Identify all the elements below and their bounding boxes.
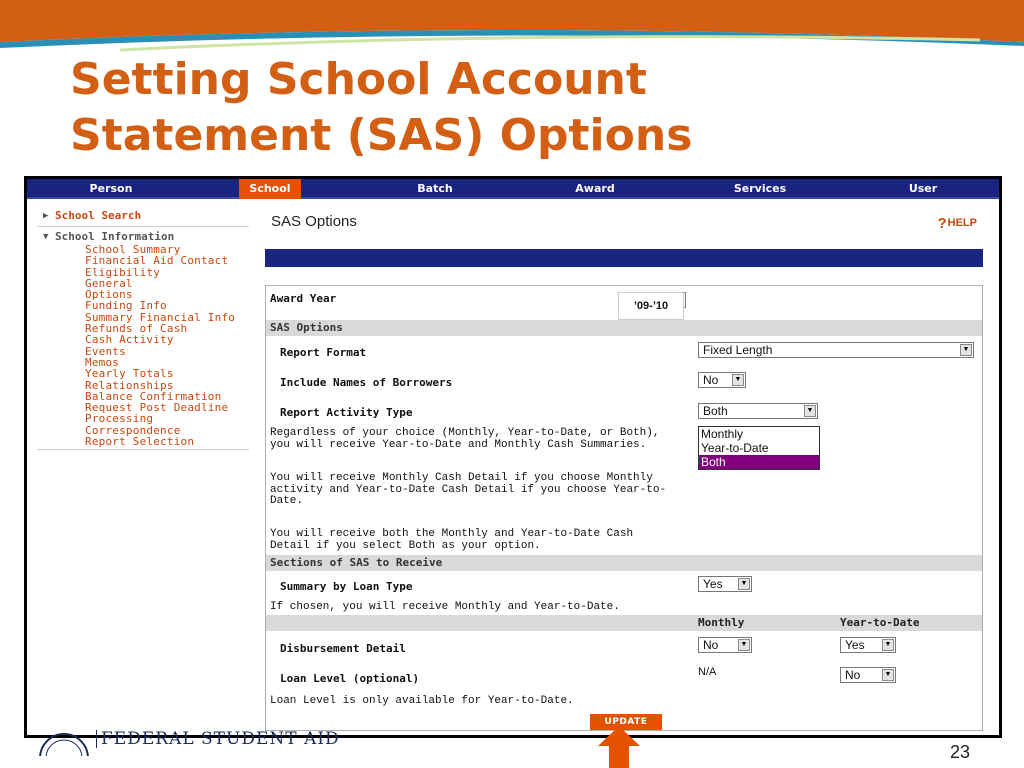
activity-note-2-line-1: You will receive Monthly Cash Detail if you choose Monthly	[270, 472, 653, 484]
activity-note-1-line-2: you will receive Year-to-Date and Monthly Cash Summaries.	[270, 438, 647, 451]
sidebar-item-cash-activity[interactable]: Cash Activity	[85, 333, 174, 347]
screenshot-frame	[24, 176, 1002, 738]
chevron-down-icon: ▼	[804, 405, 816, 417]
include-names-label: Include Names of Borrowers	[280, 376, 453, 389]
triangle-right-icon: ▶	[43, 211, 49, 221]
federal-seal-icon	[36, 728, 92, 756]
sidebar-item-relationships[interactable]: Relationships	[85, 378, 174, 392]
header-bar	[265, 249, 983, 267]
report-activity-option-monthly[interactable]: Monthly	[701, 427, 744, 441]
sidebar-item-refunds-of-cash[interactable]: Refunds of Cash	[85, 322, 188, 336]
chevron-down-icon: ▼	[738, 578, 750, 590]
nav-school[interactable]: School	[239, 179, 301, 199]
chevron-down-icon: ▼	[960, 344, 972, 356]
report-activity-label: Report Activity Type	[280, 406, 413, 419]
sas-options-section	[266, 320, 982, 336]
nav-batch[interactable]: Batch	[417, 182, 453, 195]
triangle-down-icon: ▼	[43, 232, 49, 242]
top-navigation	[27, 179, 999, 199]
disbursement-monthly-value: No	[703, 638, 719, 652]
loan-level-note: Loan Level is only available for Year-to-Date.	[270, 695, 574, 707]
page-heading: SAS Options	[271, 213, 357, 230]
summary-note: If chosen, you will receive Monthly and Year-to-Date.	[270, 601, 620, 613]
activity-note-3	[270, 529, 694, 552]
disbursement-ytd-select[interactable]	[840, 637, 896, 653]
report-activity-value: Both	[703, 404, 728, 418]
include-names-value: No	[703, 373, 719, 387]
loan-level-ytd-select[interactable]	[840, 667, 896, 683]
award-year-label: Award Year	[270, 292, 337, 305]
sidebar-item-report-selection[interactable]: Report Selection	[85, 435, 195, 449]
loan-level-monthly-na: N/A	[698, 666, 717, 678]
sections-to-receive-label: Sections of SAS to Receive	[270, 556, 443, 569]
report-format-label: Report Format	[280, 346, 367, 359]
loan-level-ytd-value: No	[845, 668, 861, 682]
nav-user[interactable]: User	[908, 182, 938, 195]
sidebar-item-events[interactable]: Events	[85, 344, 126, 358]
activity-note-1-line-1: Regardless of your choice (Monthly, Year-to-Date, or Both),	[270, 427, 660, 439]
disbursement-ytd-value: Yes	[845, 638, 865, 652]
footer-organization: FEDERAL STUDENT AID	[96, 730, 340, 748]
report-activity-option-both[interactable]: Both	[699, 455, 819, 469]
activity-note-3-line-1: You will receive both the Monthly and Year-to-Date Cash	[270, 528, 634, 540]
sidebar-school-search[interactable]	[37, 209, 249, 227]
activity-note-2-line-3: Date.	[270, 495, 304, 507]
loan-level-label: Loan Level (optional)	[280, 672, 420, 685]
sidebar-link-list	[37, 244, 249, 450]
sidebar-item-funding-info[interactable]: Funding Info	[85, 299, 167, 313]
sidebar-item-financial-aid-contact[interactable]: Financial Aid Contact	[85, 254, 229, 268]
report-format-select[interactable]	[698, 342, 974, 358]
activity-note-3-line-2: Detail if you select Both as your option.	[270, 539, 541, 552]
left-sidebar	[37, 209, 249, 450]
nav-award[interactable]: Award	[575, 182, 615, 195]
page-number: 23	[949, 742, 970, 762]
sidebar-item-memos[interactable]: Memos	[85, 355, 120, 369]
summary-loan-type-label: Summary by Loan Type	[280, 580, 413, 593]
summary-loan-type-select[interactable]	[698, 576, 752, 592]
report-format-value: Fixed Length	[703, 343, 773, 357]
arrow-up-icon	[598, 726, 640, 768]
activity-note-2-line-2: activity and Year-to-Date Cash Detail if you choose Year-to-	[270, 483, 667, 496]
slide-title-line-2: Statement (SAS) Options	[70, 110, 693, 161]
column-monthly: Monthly	[698, 616, 745, 629]
chevron-down-icon: ▼	[738, 639, 750, 651]
question-mark-icon: ?	[937, 215, 947, 232]
include-names-select[interactable]	[698, 372, 746, 388]
sidebar-item-correspondence[interactable]: Correspondence	[85, 423, 181, 437]
help-label: HELP	[947, 217, 977, 229]
sas-options-section-label: SAS Options	[270, 321, 343, 334]
sidebar-item-general[interactable]: General	[85, 276, 133, 290]
nav-services[interactable]: Services	[733, 182, 787, 195]
disbursement-monthly-select[interactable]	[698, 637, 752, 653]
report-activity-dropdown	[698, 426, 820, 470]
chevron-down-icon: ▼	[732, 374, 744, 386]
chevron-down-icon: ▼	[882, 639, 894, 651]
help-link[interactable]	[937, 215, 977, 232]
sidebar-school-information[interactable]	[37, 230, 249, 244]
sidebar-item-processing[interactable]: Processing	[85, 412, 154, 426]
sections-to-receive-section	[266, 555, 982, 571]
activity-note-2	[270, 473, 694, 508]
report-activity-option-year-to-date[interactable]: Year-to-Date	[701, 441, 769, 455]
activity-note-1	[270, 428, 694, 451]
chevron-down-icon: ▼	[882, 669, 894, 681]
sidebar-school-search-label: School Search	[55, 209, 142, 222]
sidebar-item-eligibility[interactable]: Eligibility	[85, 265, 161, 279]
sidebar-school-information-label: School Information	[55, 230, 175, 243]
slide-header-decoration	[0, 0, 1024, 60]
summary-loan-type-value: Yes	[703, 577, 723, 591]
sidebar-item-request-post-deadline[interactable]: Request Post Deadline	[85, 401, 229, 415]
column-year-to-date: Year-to-Date	[840, 616, 920, 629]
slide-title-line-1: Setting School Account	[70, 54, 647, 105]
sidebar-item-summary-financial-info[interactable]: Summary Financial Info	[85, 310, 236, 324]
nav-person[interactable]: Person	[89, 182, 133, 195]
update-button[interactable]: UPDATE	[590, 714, 662, 730]
award-year-value: ’09-’10	[618, 292, 684, 320]
slide-title	[70, 52, 970, 164]
sidebar-item-school-summary[interactable]: School Summary	[85, 243, 181, 256]
sidebar-item-options[interactable]: Options	[85, 288, 133, 302]
sidebar-item-balance-confirmation[interactable]: Balance Confirmation	[85, 389, 222, 403]
disbursement-detail-label: Disbursement Detail	[280, 642, 406, 655]
sas-options-form	[265, 285, 983, 731]
column-header-row	[266, 615, 982, 631]
sidebar-item-yearly-totals[interactable]: Yearly Totals	[85, 367, 174, 381]
report-activity-select[interactable]	[698, 403, 818, 419]
